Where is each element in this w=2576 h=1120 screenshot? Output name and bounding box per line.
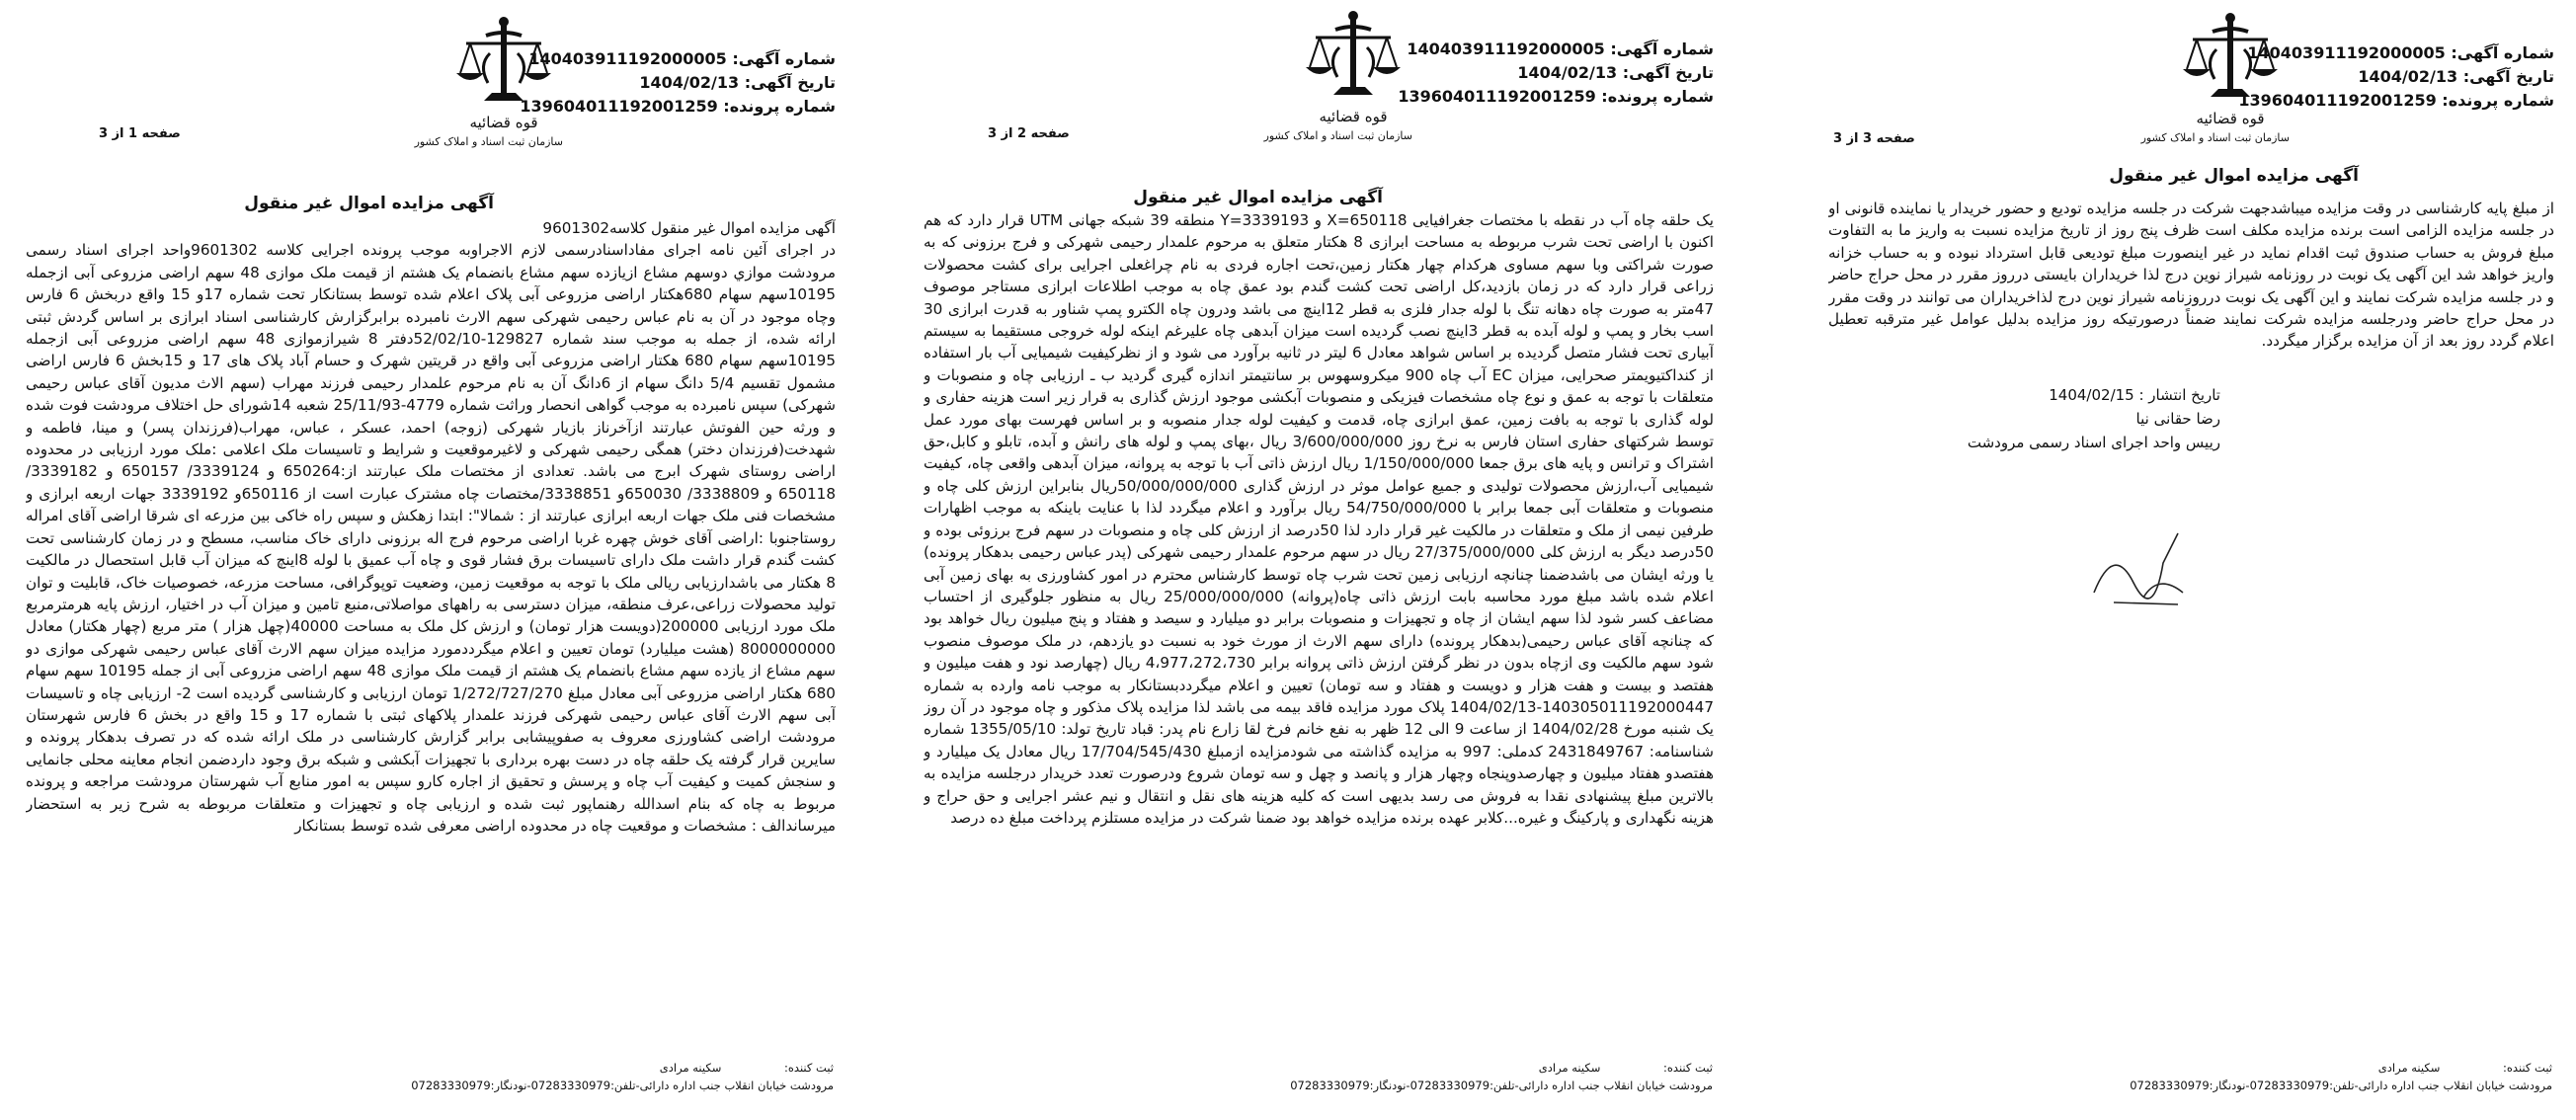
footer-address: مرودشت خیابان انقلاب جنب اداره دارائی-تلفن:07283330979-نودنگار:07283330979: [411, 1079, 834, 1092]
publish-date: تاریخ انتشار : 1404/02/15: [2049, 386, 2220, 404]
registered-by-label: ثبت کننده:: [1663, 1061, 1713, 1075]
notice-meta: [520, 47, 836, 119]
notice-page-2: [899, 0, 1738, 1120]
emblem-caption-line2: سازمان ثبت اسناد و املاک کشور: [414, 135, 563, 148]
footer-address: مرودشت خیابان انقلاب جنب اداره دارائی-تلفن:07283330979-نودنگار:07283330979: [2130, 1079, 2552, 1092]
notice-title: آگهی مزایده اموال غیر منقول: [2109, 166, 2359, 186]
date-label: تاریخ آگهی:: [744, 73, 836, 92]
page-number: صفحه 2 از 3: [988, 126, 1070, 141]
footer-address: مرودشت خیابان انقلاب جنب اداره دارائی-تلفن:07283330979-نودنگار:07283330979: [1290, 1079, 1713, 1092]
emblem-caption-line1: قوه قضائیه: [1319, 108, 1388, 125]
file-no-value: 139604011192001259: [520, 97, 718, 116]
signature-block: [1968, 383, 2220, 454]
notice-page-3: [1808, 0, 2576, 1120]
file-no-label: شماره پرونده:: [1601, 87, 1714, 106]
date-value: 1404/02/13: [1517, 63, 1618, 82]
date-value: 1404/02/13: [2358, 67, 2458, 86]
handwritten-signature: [2084, 523, 2203, 612]
notice-no-value: 140403911192000005: [528, 49, 727, 68]
file-no-value: 139604011192001259: [1398, 87, 1596, 106]
page-number: صفحه 1 از 3: [99, 126, 181, 141]
page-number: صفحه 3 از 3: [1833, 131, 1915, 146]
footer: [411, 1059, 834, 1094]
footer: [2130, 1059, 2552, 1094]
emblem: [1263, 8, 1412, 176]
emblem-caption-line1: قوه قضائیه: [469, 114, 538, 131]
notice-body: [924, 209, 1714, 1041]
notice-title: آگهی مزایده اموال غیر منقول: [1133, 188, 1383, 207]
notice-page-1: [0, 0, 869, 1120]
body-paragraph: یک حلقه چاه آب در نقطه با مختصات جغرافیایی X=650118 و Y=3339193 منطقه 39 شبکه جهانی UTM قرار دارد که هم اکنون با اراضی تحت شرب مربوطه به مساحت ابرازی 8 هکتار متعلق به مرحوم علمدار رحیمی شهرکی و فرج برزونی که به صورت شراکتی وبا سهم مساوی هرکدام چهار هکتار زمین،تحت اجاره فردی به نام چراغعلی اجرایی برای کشت محصولات زراعی قرار دارد که در زمان بازدید،کل اراضی تحت کشت گندم بود عمق چاه به موجب اطلاعات ابرازی مستاجر موصوف 47متر به صورت چاه دهانه تنگ با لوله جدار فلزی به قطر 12اینچ می باشد ودرون چاه الکترو پمپ شناور به قدرت ابرازی 30 اسب بخار و پمپ و لوله آبده به قطر 3اینچ نصب گردیده است میزان آبدهی چاه علیرغم اینکه لوله خروجی مستقیما به سیستم آبیاری تحت فشار متصل گردیده بر اساس شواهد معادل 6 لیتر در ثانیه برآورد می شود و از نظرکیفیت شیمیایی آب بار استفاده از کنداکتیویمتر صحرایی، میزان EC آب چاه 900 میکروسهوس بر سانتیمتر اندازه گیری گردید ب ـ ارزیابی چاه و منصوبات و متعلقات با توجه به عمق و نوع چاه مشخصات فیزیکی و منصوبات آبکشی موجود ارزش گذاری به قرار زیر است هزینه حفاری و لوله گذاری با توجه به بافت زمین، عمق ابرازی چاه، قدمت و کیفیت لوله جدار منصوبه و بر اساس فهرست بهای مورد عمل توسط شرکتهای حفاری استان فارس به نرخ روز 3/600/000/000 ریال ،بهای پمپ و لوله های رانش و آبده، تابلو و کابل،حق اشتراک و ترانس و پایه های برق جمعا 1/150/000/000 ریال ارزش ذاتی آب با توجه به پروانه، میزان آبدهی واقعی چاه، کیفیت شیمیایی آب،ارزش محصولات تولیدی و جمیع عوامل موثر در ارزش گذاری 50/000/000/000ریال بنابراین ارزش کلی چاه و منصوبات و متعلقات آبی جمعا برابر با 54/750/000/000 ریال برآورد و اعلام میگردد لذا با عنایت باینکه به موجب اظهارات طرفین نیمی از ملک و متعلقات در مالکیت غیر قرار دارد لذا 50درصد از ارزش کلی چاه و منصوبات در سهم فرج برزوئی بوده و 50درصد دیگر به ارزش کلی 27/375/000/000 ریال در سهم مرحوم علمدار رحیمی شهرکی (پدر عباس رحیمی بدهکار پرونده) یا ورثه ایشان می باشدضمنا چنانچه ارزیابی زمین تحت شرب چاه توسط کارشناس محترم در امور کشاورزی به بهای زمین آبی اعلام شده باشد مبلغ مورد محاسبه بابت ارزش ذاتی چاه(پروانه) 25/000/000/000 ریال به منظور جلوگیری از احتساب مضاعف کسر شود لذا سهم ایشان از چاه و تجهیزات و منصوبات برابر دو میلیارد و سیصد و هفتاد و پنج میلیون ریال خواهد بود که چنانچه آقای عباس رحیمی(بدهکار پرونده) دارای سهم الارث از مورث خود به نسبت دو یازدهم، در ملک موصوف منصوب شود سهم مالکیت وی ازچاه بدون در نظر گرفتن ارزش ذاتی پروانه برابر 4،977،272،730 ریال (چهارصد نود و هفت میلیون و هفتصد و بیست و هفت هزار و دویست و هفتاد و سه تومان) تعیین و اعلام میگرددبستانکار به موجب نامه وارده به شماره 140305011192000447-1404/02/13 پلاک مورد مزایده فاقد بیمه می باشد لذا مزایده پلاک مذکور و چاه موجود در آن روز یک شنبه مورخ 1404/02/28 از ساعت 9 الی 12 ظهر به نفع خانم فرخ لقا زارع نام پدر: قباد تاریخ تولد: 1355/05/10 شماره شناسنامه: 2431849767 کدملی: 997 به مزایده گذاشته می شودمزایده ازمبلغ 17/704/545/430 ریال معادل یک میلیارد و هفتصدو هفتاد میلیون و چهارصدوپنجاه وچهار هزار و پانصد و چهل و سه تومان شروع ودرصورت تعدد خریدار درجلسه مزایده به بالاترین مبلغ پیشنهادی نقدا به فروش می رسد بدیهی است که کلیه هزینه های نقل و انتقال و نیم عشر اجرایی و حق حراج و هزینه نگهداری و پارکینگ و غیره...کلابر عهده برنده مزایده خواهد بود ضمنا شرکت در مزایده مستلزم پرداخت مبلغ ده درصد: [924, 211, 1714, 827]
judiciary-emblem-icon: [1294, 8, 1412, 107]
footer: [1290, 1059, 1713, 1094]
registered-by-name: سکینه مرادی: [2377, 1061, 2441, 1075]
file-no-label: شماره پرونده:: [2442, 91, 2554, 110]
emblem-caption-line2: سازمان ثبت اسناد و املاک کشور: [2140, 131, 2290, 144]
registered-by-name: سکینه مرادی: [1538, 1061, 1601, 1075]
date-value: 1404/02/13: [639, 73, 740, 92]
date-label: تاریخ آگهی:: [1622, 63, 1714, 82]
date-label: تاریخ آگهی:: [2462, 67, 2554, 86]
notice-no-label: شماره آگهی:: [2451, 43, 2554, 62]
notice-meta: [1398, 38, 1714, 109]
notice-meta: [2238, 41, 2554, 113]
file-no-label: شماره پرونده:: [723, 97, 836, 116]
notice-no-value: 140403911192000005: [2247, 43, 2446, 62]
file-no-value: 139604011192001259: [2238, 91, 2437, 110]
emblem-caption-line2: سازمان ثبت اسناد و املاک کشور: [1263, 129, 1412, 142]
registered-by-label: ثبت کننده:: [784, 1061, 834, 1075]
signer-name: رضا حقانی نیا: [2135, 410, 2220, 428]
notice-title: آگهی مزایده اموال غیر منقول: [244, 194, 494, 213]
body-heading: آگهی مزایده اموال غیر منقول کلاسه9601302: [542, 219, 836, 237]
notice-no-label: شماره آگهی:: [732, 49, 836, 68]
notice-no-label: شماره آگهی:: [1610, 40, 1714, 58]
signer-title: رییس واحد اجرای اسناد رسمی مرودشت: [1967, 434, 2220, 451]
body-paragraph: در اجرای آئین نامه اجرای مفاداسنادرسمی لازم الاجراوبه موجب پرونده اجرایی کلاسه 9601302واحد اجرای اسناد رسمی مرودشت موازي دوسهم مشاع ازيازده سهم مشاع بانضمام یک هشتم از قیمت ملک موازی 48 سهم اراضی مزروعی آبی ازجمله 10195سهم سهام 680هکتار اراضی مزروعی آبی پلاک اعلام شده توسط بستانکار تحت شماره 17و 15 واقع دربخش 6 فارس وچاه موجود در آن به نام عباس رحیمی شهرکی سهم الارث نامبرده برابرگزارش کارشناسی اسناد ابرازی بر اساس گردش ثبتی ارائه شده، از جمله به موجب سند شماره 129827-52/02/10دفتر 8 شیرازموازی 48 سهم اراضی مزروعی آبی ازجمله 10195سهم سهام 680 هکتار اراضی مزروعی آبی واقع در قریتین شهرک و حسام آباد پلاک های 17 و 15بخش 6 فارس اراضی مشمول تقسیم 5/4 دانگ سهام از 6دانگ آن به نام مرحوم علمدار رحیمی فرزند مهراب (سهم الاث مدیون آقای عباس رحیمی شهرکی) سپس نامبرده به موجب گواهی انحصار وراثت شماره 4779-25/11/93 شعبه 14شورای حل اختلاف مرودشت فوت شده و ورثه حین الفوتش عبارتند ازآخرناز بازیار شهرکی (زوجه) احمد، عسکر ، عباس، مهراب(فرزندان پسر) و مینا، فاطمه و شهدخت(فرزندان دختر) همگی رحیمی شهرکی و لاغیرموقعیت و شرایط و تاسیسات ملک اعلامی :ملک مورد ارزیابی در محدوده اراضی روستای شهرک ابرج می باشد. تعدادی از مختصات ملک عبارتند از:650264 و 3339124/ 650157 و 3339182/ 650118 و 3338809/ 650030و 3338851/مختصات چاه مشترک عبارت است از 650116و 3339192 جهات اربعه ابرازی و مشخصات فنی ملک جهات اربعه ابرازی عبارتند از : شمالا": ابتدا زهکش و سپس راه خاکی بین مزرعه ای شرقا اراضی آقای امراله روستاجنوبا :اراضی آقای خوش چهره غربا اراضی مرحوم فرج اله برزونی دارای خاک مناسب، مسطح و در زمان کارشناسی تحت کشت گندم قرار داشت ملک دارای تاسیسات برق فشار قوی و چاه آب عمیق با لوله 8اینچ که میزان آب قابل استحصال در مالکیت 8 هکتار می باشدارزیابی ریالی ملک با توجه به موقعیت زمین، وضعیت توپوگرافی، مساحت مزرعه، خصوصیات خاک، قابلیت و توان تولید محصولات زراعی،عرف منطقه، میزان دسترسی به راههای مواصلاتی،منبع تامین و میزان آب در اختیار، ارزش پایه هرمترمربع ملک مورد ارزیابی 200000(دویست هزار تومان) و ارزش کل ملک به مساحت 40000(چهل هزار ) متر مربع (چهار هکتار) معادل 8000000000 (هشت میلیارد) تومان تعیین و اعلام میگرددمورد مزایده میزان سهم الارث آقای عباس رحیمی شهرکی موازی دو سهم مشاع از یازده سهم مشاع بانضمام یک هشتم از قیمت ملک موازی 48 سهم اراضی مزروعی آبی از جمله 10195 سهم سهام 680 هکتار اراضی مزروعی آبی معادل مبلغ 1/272/727/270 تومان ارزیابی و کارشناسی گردیده است 2- ارزیابی چاه و تاسیسات آبی سهم الارث آقای عباس رحیمی شهرکی فرزند علمدار پلاکهای ثبتی با شماره 17 و 15 واقع در بخش 6 فارس شهرستان مرودشت اراضی کشاورزی معروف به صفوپیشابی برابر گزارش کارشناسی در ملک ارائه شده که در تصرف بدهکار پرونده و سایرین قرار گرفته یک حلقه چاه در دست بهره برداری با تجهیزات آبکشی و شبکه برق وجود داردضمن انجام معاینه محلی جانمایی و سنجش کمیت و کیفیت آب چاه و پرسش و تحقیق از اجاره کارو سپس به امور منابع آب شهرستان مرودشت مراجعه و پرونده مربوط به چاه که بنام اسدالله رهنماپور ثبت شده و ارزیابی چاه و تجهیزات و متعلقات مربوطه به شرح زیر به استحضار میرساندالف : مشخصات و موقعیت چاه در محدوده اراضی معرفی شده توسط بستانکار: [26, 241, 836, 835]
emblem-caption-line1: قوه قضائیه: [2196, 110, 2265, 127]
notice-body: [1828, 198, 2554, 363]
registered-by-name: سکینه مرادی: [659, 1061, 722, 1075]
notice-body: [26, 217, 836, 1025]
registered-by-label: ثبت کننده:: [2503, 1061, 2552, 1075]
notice-no-value: 140403911192000005: [1407, 40, 1605, 58]
body-paragraph: از مبلغ پایه کارشناسی در وقت مزایده میباشدجهت شرکت در جلسه مزایده تودیع و حضور خریدار یا نماینده قانونی او در جلسه مزایده الزامی است برنده مزایده مکلف است ظرف پنج روز از تاریخ مزایده نسبت به واریز ما به التفاوت مبلغ فروش به حساب صندوق ثبت اقدام نماید در غیر اینصورت مبلغ تودیعی قابل استرداد نبوده و به حساب خزانه واریز خواهد شد این آگهی یک نوبت در روزنامه شیراز نوین درج لذا خریداران بایستی درروز مقرر در محل حراج حاضر و در جلسه مزایده شرکت نمایند و این آگهی یک نوبت درروزنامه شیراز نوین درج لذاخریداران می توانند در وقت مقرر در محل حراج حاضر ودرجلسه مزایده شرکت نمایند ضمناً درصورتیکه روز مزایده بدلیل عوامل غیر مترقبه تعطیل اعلام گردد روز بعد از آن مزایده برگزار میگردد.: [1828, 200, 2554, 351]
